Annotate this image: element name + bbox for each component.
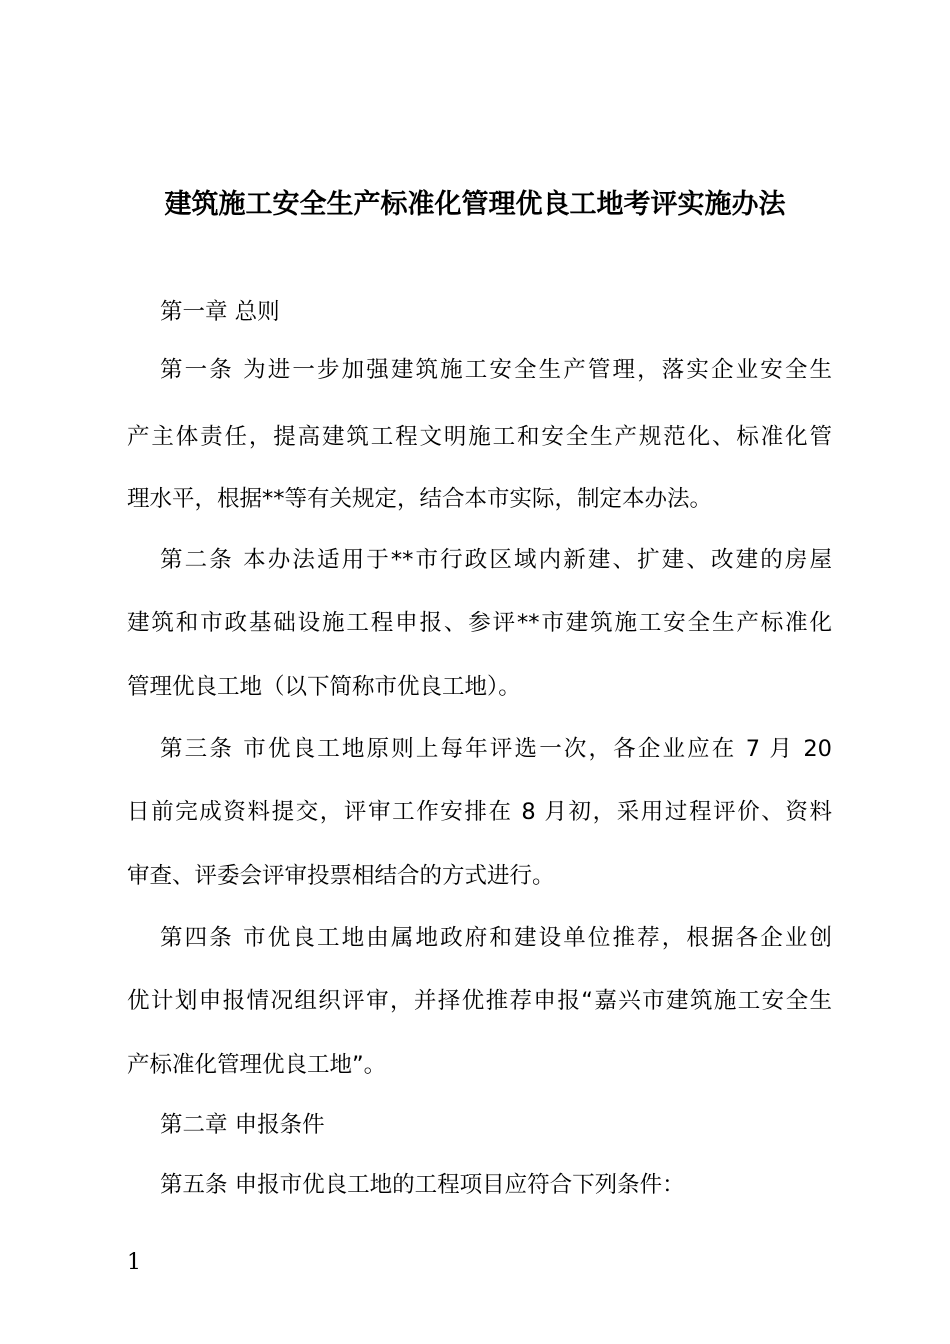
article-3-line-3: 审查、评委会评审投票相结合的方式进行。 xyxy=(127,863,555,889)
page-number: 1 xyxy=(127,1250,141,1275)
article-3-line-2: 日前完成资料提交，评审工作安排在 8 月初，采用过程评价、资料 xyxy=(127,799,832,825)
article-2-line-1: 第二条 本办法适用于**市行政区域内新建、扩建、改建的房屋 xyxy=(160,547,832,573)
article-1-line-2: 产主体责任，提高建筑工程文明施工和安全生产规范化、标准化管 xyxy=(127,424,832,450)
document-title: 建筑施工安全生产标准化管理优良工地考评实施办法 xyxy=(164,189,786,220)
article-2-line-2: 建筑和市政基础设施工程申报、参评**市建筑施工安全生产标准化 xyxy=(127,610,832,636)
article-1-line-3: 理水平，根据**等有关规定，结合本市实际，制定本办法。 xyxy=(127,486,713,512)
article-4-line-3: 产标准化管理优良工地”。 xyxy=(127,1052,387,1078)
article-4-line-1: 第四条 市优良工地由属地政府和建设单位推荐，根据各企业创 xyxy=(160,925,832,951)
article-2-line-3: 管理优良工地（以下简称市优良工地）。 xyxy=(127,674,521,700)
article-3-line-1: 第三条 市优良工地原则上每年评选一次，各企业应在 7 月 20 xyxy=(160,736,832,762)
chapter-heading-2: 第二章 申报条件 xyxy=(160,1112,325,1138)
article-5-line-1: 第五条 申报市优良工地的工程项目应符合下列条件： xyxy=(160,1172,685,1198)
article-4-line-2: 优计划申报情况组织评审，并择优推荐申报“嘉兴市建筑施工安全生 xyxy=(127,988,832,1014)
chapter-heading-1: 第一章 总则 xyxy=(160,299,280,325)
article-1-line-1: 第一条 为进一步加强建筑施工安全生产管理，落实企业安全生 xyxy=(160,357,832,383)
